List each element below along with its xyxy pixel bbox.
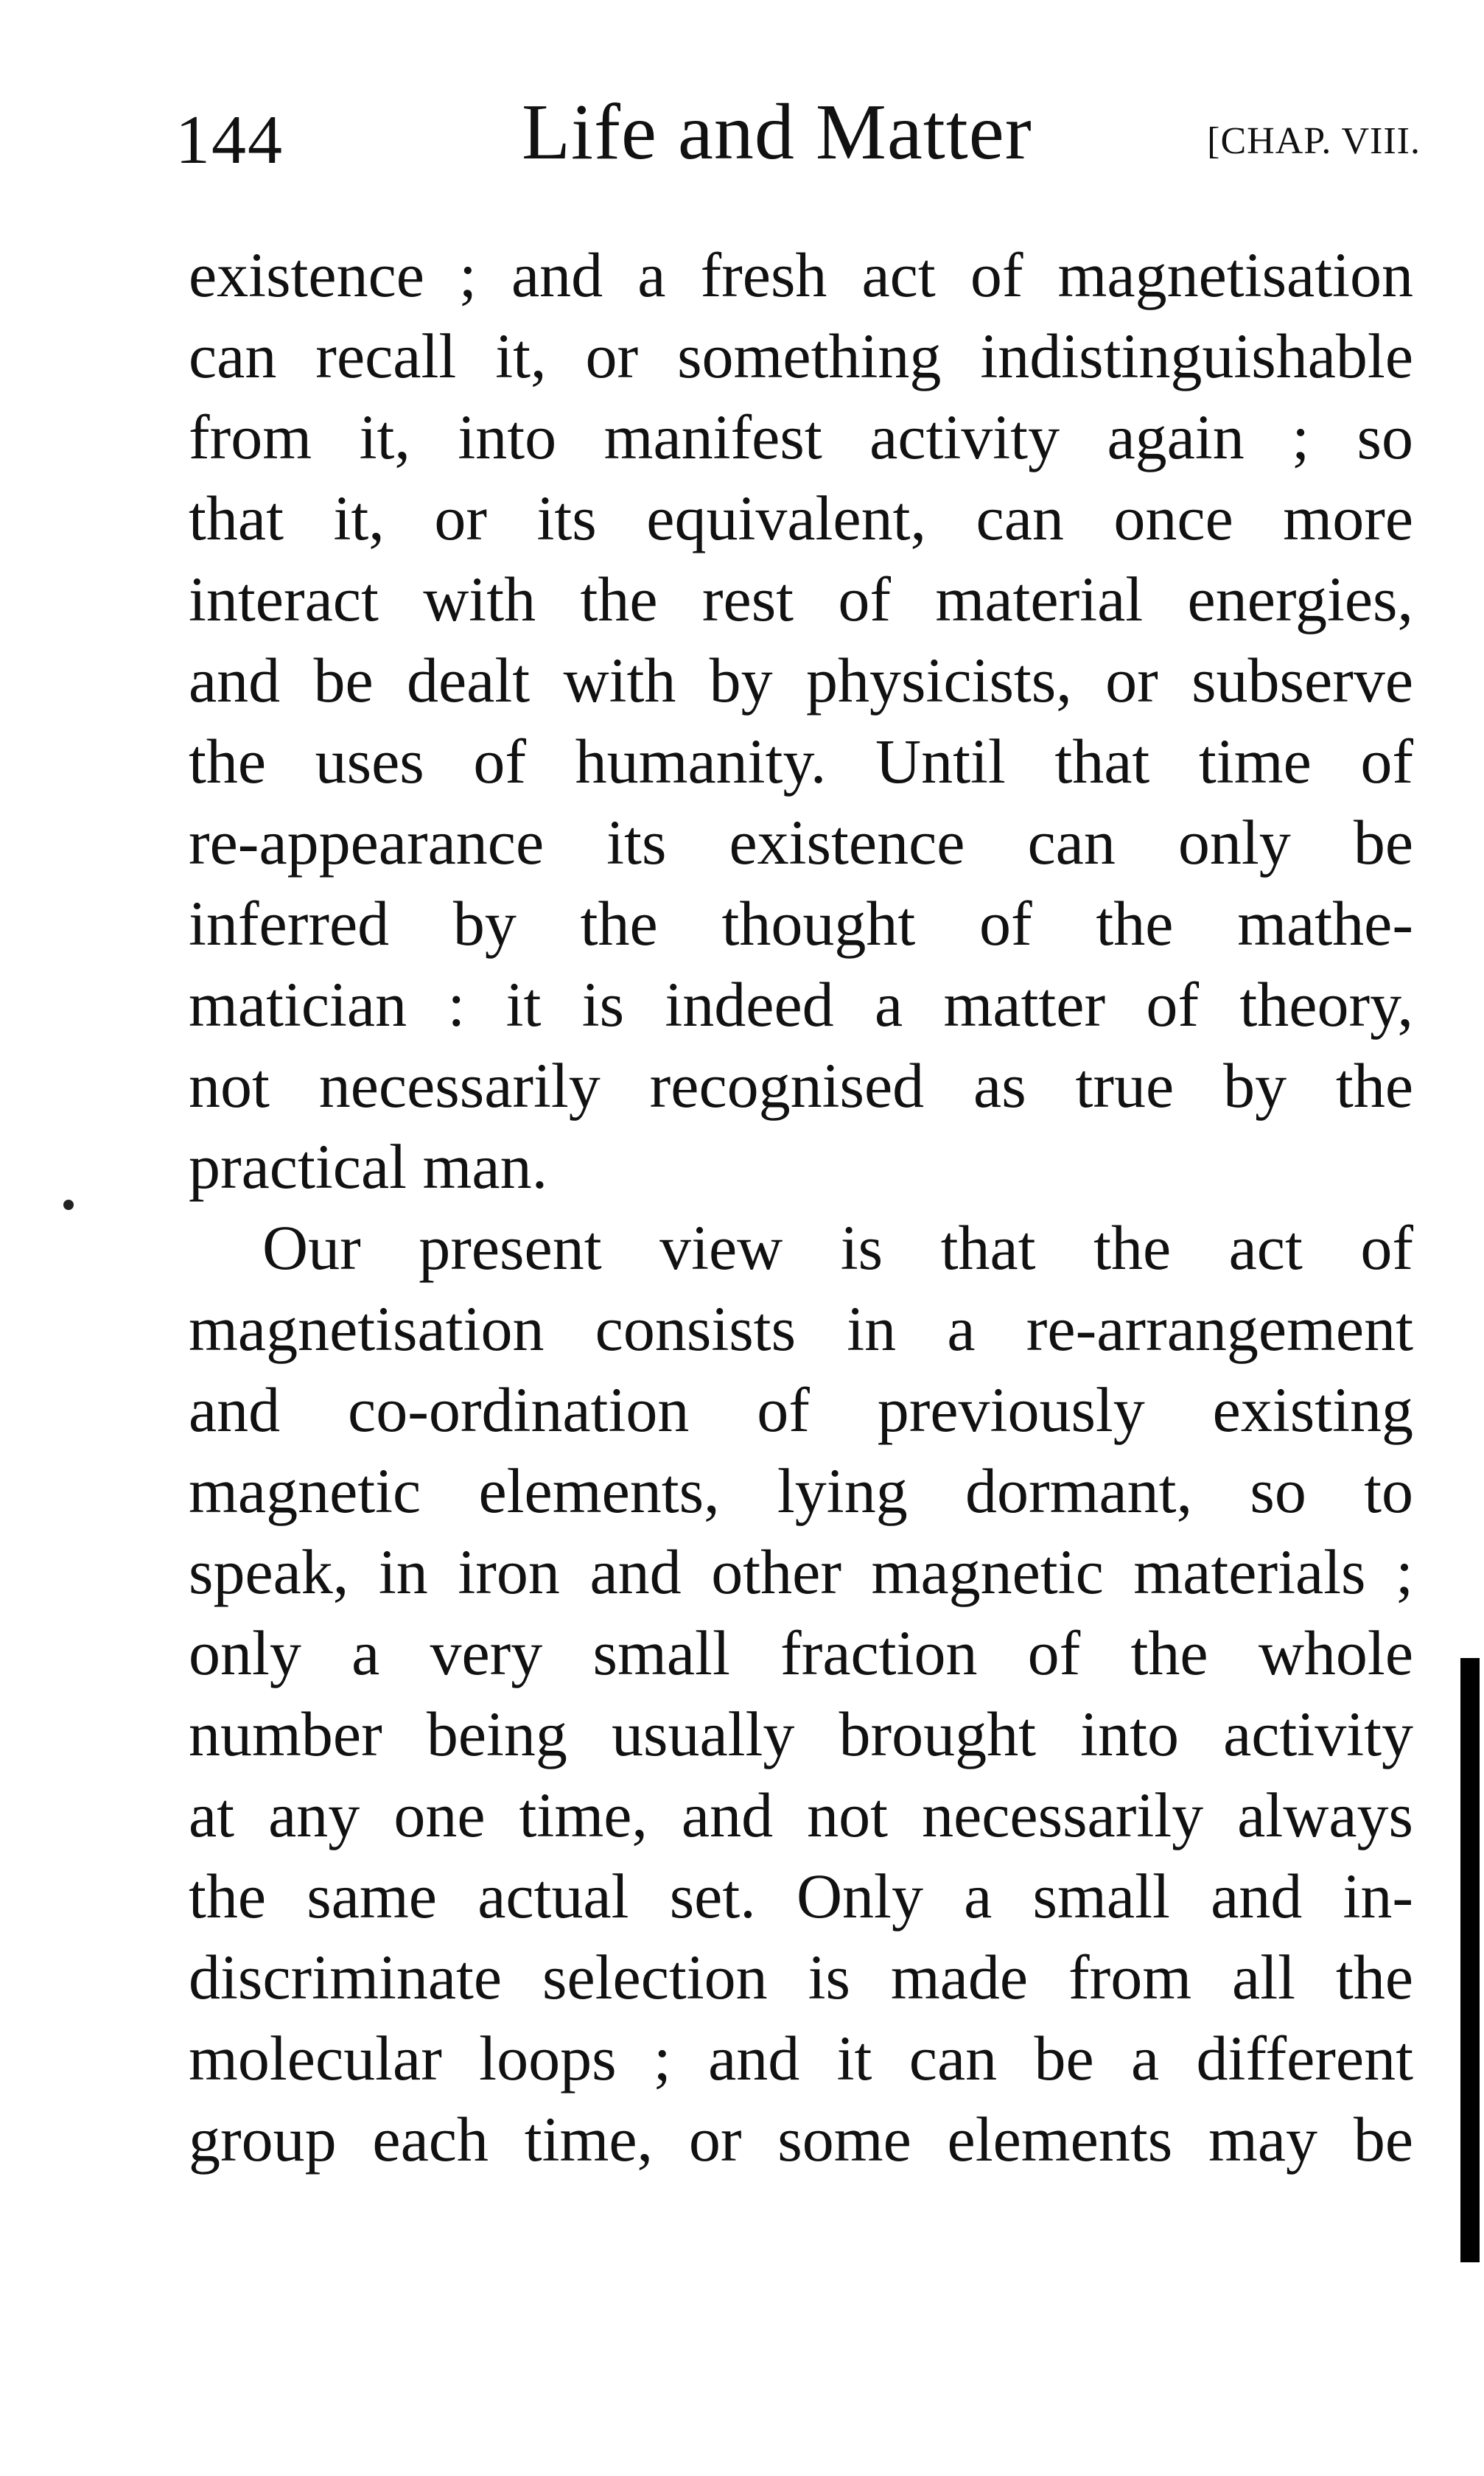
body-text (189, 234, 1413, 2180)
text-line: existence ; and a fresh act of magnetisation (189, 239, 1413, 310)
text-line: and co-ordination of previously existing (189, 1374, 1413, 1445)
text-line: that it, or its equivalent, can once more (189, 483, 1413, 553)
scan-edge-bar (1460, 1658, 1480, 2262)
text-line: magnetisation consists in a re-arrangement (189, 1293, 1413, 1364)
text-line: molecular loops ; and it can be a different (189, 2023, 1413, 2094)
text-line: the uses of humanity. Until that time of (189, 726, 1413, 797)
text-line: interact with the rest of material energies, (189, 564, 1413, 634)
page-number: 144 (175, 102, 284, 178)
chapter-reference: [CHAP. VIII. (1207, 120, 1421, 162)
text-line: magnetic elements, lying dormant, so to (189, 1455, 1413, 1526)
text-line: not necessarily recognised as true by the (189, 1050, 1413, 1121)
text-line: from it, into manifest activity again ; so (189, 402, 1413, 472)
text-line: at any one time, and not necessarily always (189, 1780, 1413, 1850)
running-head (175, 87, 1421, 197)
text-line: number being usually brought into activity (189, 1699, 1413, 1769)
text-line: inferred by the thought of the mathe- (189, 888, 1413, 959)
text-line: only a very small fraction of the whole (189, 1618, 1413, 1688)
paragraph (189, 1207, 1413, 2180)
margin-speck (63, 1200, 74, 1210)
text-line: speak, in iron and other magnetic materials ; (189, 1536, 1413, 1607)
text-line: practical man. (189, 1131, 548, 1202)
running-title: Life and Matter (522, 88, 1032, 176)
text-line: discriminate selection is made from all the (189, 1942, 1413, 2012)
text-line: Our present view is that the act of (262, 1212, 1413, 1283)
text-line: the same actual set. Only a small and in- (189, 1861, 1413, 1931)
text-line: matician : it is indeed a matter of theory, (189, 969, 1413, 1040)
text-line: and be dealt with by physicists, or subserve (189, 645, 1413, 716)
text-line: group each time, or some elements may be (189, 2104, 1413, 2175)
paragraph (189, 234, 1413, 1207)
text-line: can recall it, or something indistinguishable (189, 321, 1413, 391)
text-line: re-appearance its existence can only be (189, 807, 1413, 878)
